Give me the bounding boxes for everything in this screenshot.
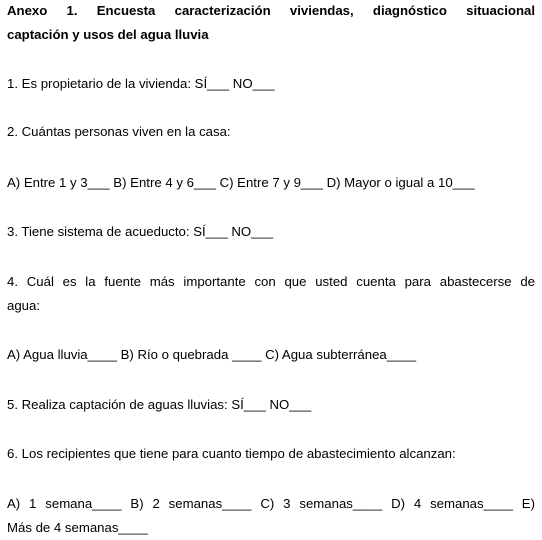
question-4-line-2: agua:	[7, 298, 41, 313]
document-title-line-2: captación y usos del agua lluvia	[7, 27, 209, 42]
question-1: 1. Es propietario de la vivienda: SÍ___ NO___	[7, 76, 275, 91]
question-2: 2. Cuántas personas viven en la casa:	[7, 124, 231, 139]
question-2-options: A) Entre 1 y 3___ B) Entre 4 y 6___ C) Entre 7 y 9___ D) Mayor o igual a 10___	[7, 175, 475, 190]
question-4-line-1: 4. Cuál es la fuente más importante con que usted cuenta para abastecerse de	[7, 274, 535, 289]
question-4-options: A) Agua lluvia____ B) Río o quebrada ____ C) Agua subterránea____	[7, 347, 417, 362]
document-title-line-1: Anexo 1. Encuesta caracterización viviendas, diagnóstico situacional	[7, 3, 535, 18]
question-5: 5. Realiza captación de aguas lluvias: SÍ___ NO___	[7, 397, 312, 412]
question-6-options-line-2: Más de 4 semanas____	[7, 520, 148, 535]
question-3: 3. Tiene sistema de acueducto: SÍ___ NO___	[7, 224, 274, 239]
question-6: 6. Los recipientes que tiene para cuanto tiempo de abastecimiento alcanzan:	[7, 446, 456, 461]
question-6-options-line-1: A) 1 semana____ B) 2 semanas____ C) 3 semanas____ D) 4 semanas____ E)	[7, 496, 535, 511]
